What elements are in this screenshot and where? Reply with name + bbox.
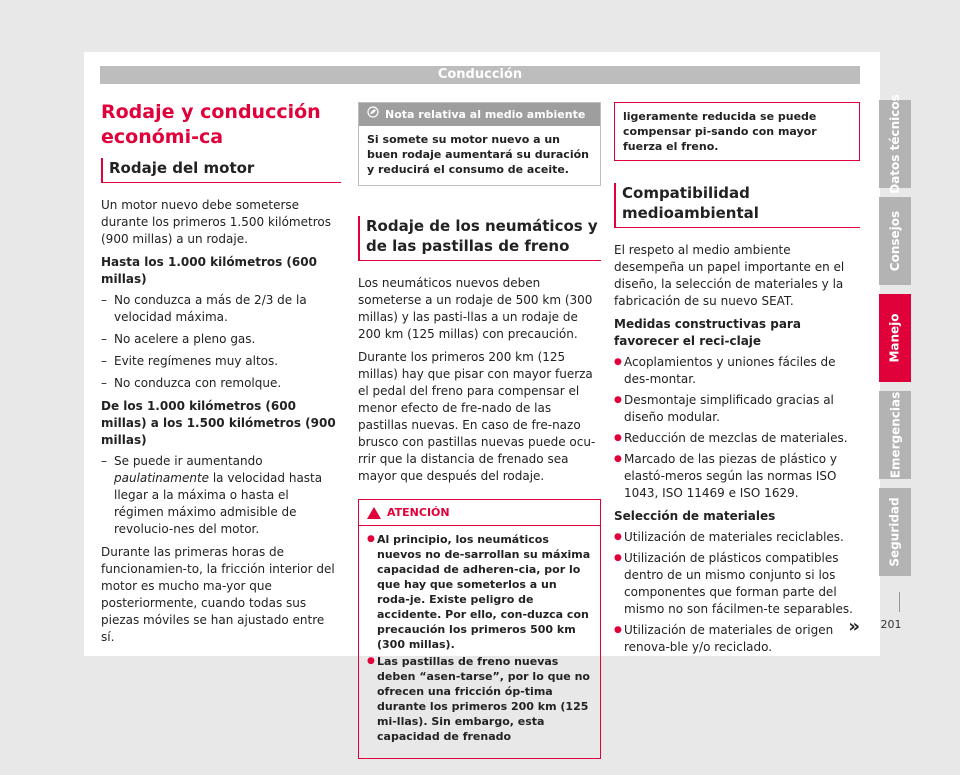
tab-consejos[interactable]: Consejos <box>879 197 911 285</box>
column-2 <box>358 102 601 775</box>
list-item: – No conduzca a más de 2/3 de la velocidad máxima. <box>101 292 341 326</box>
heading-1000-to-1500: De los 1.000 kilómetros (600 millas) a los 1.500 kilómetros (900 millas) <box>101 399 336 447</box>
heading-up-to-1000: Hasta los 1.000 kilómetros (600 millas) <box>101 255 317 286</box>
environment-note-title: Nota relativa al medio ambiente <box>385 108 586 121</box>
closing-paragraph: Durante las primeras horas de funcionamien-to, la fricción interior del motor es mucho ma-yor que posteriormente, cuando todas sus piezas móviles se han ajustado entre sí. <box>101 545 335 644</box>
environment-intro: El respeto al medio ambiente desempeña un papel importante en el diseño, la selección de materiales y la fabricación de su nuevo SEAT. <box>614 243 845 308</box>
warning-triangle-icon <box>367 507 381 519</box>
column-1 <box>101 100 341 652</box>
heading-recycling-measures: Medidas constructivas para favorecer el reci-claje <box>614 317 801 348</box>
environment-note-box <box>358 102 601 186</box>
tyres-paragraph-1: Los neumáticos nuevos deben someterse a un rodaje de 500 km (300 millas) y las pasti-llas a un rodaje de 200 km (125 millas) con precaución. <box>358 276 593 341</box>
leaf-icon <box>367 106 379 123</box>
section-subtitle-environment: Compatibilidad medioambiental <box>614 183 860 228</box>
list-item: ● Desmontaje simplificado gracias al diseño modular. <box>614 392 860 426</box>
page-number-divider <box>899 592 900 612</box>
environment-note-body: Si somete su motor nuevo a un buen rodaje aumentará su duración y reducirá el consumo de aceite. <box>367 133 589 176</box>
list-recycling-measures <box>614 354 860 502</box>
warning-box <box>358 499 601 759</box>
heading-material-selection: Selección de materiales <box>614 509 776 523</box>
section-subtitle-tyres: Rodaje de los neumáticos y de las pastillas de freno <box>358 216 601 261</box>
continue-arrow-icon: ● » <box>848 616 860 637</box>
list-item: ● Acoplamientos y uniones fáciles de des-montar. <box>614 354 860 388</box>
list-1000-to-1500 <box>101 453 341 538</box>
warning-title: ATENCIÓN <box>387 506 450 519</box>
list-up-to-1000 <box>101 292 341 392</box>
tyres-paragraph-2: Durante los primeros 200 km (125 millas) hay que pisar con mayor fuerza el pedal del freno para compensar el menor efecto de fre-nado de las pastillas nuevas. En caso de fre-nazo brusco con pastillas nuevas puede ocu-rrir que la distancia de frenado sea mayor que después del rodaje. <box>358 350 596 483</box>
tab-seguridad[interactable]: Seguridad <box>879 488 911 576</box>
warning-continuation-box: ligeramente reducida se puede compensar pi-sando con mayor fuerza el freno. <box>614 102 860 161</box>
list-item: – Se puede ir aumentando paulatinamente la velocidad hasta llegar a la máxima o hasta el régimen máximo admisible de revolucio-nes del motor. <box>101 453 341 538</box>
page-title: Rodaje y conducción económi-ca <box>101 101 321 148</box>
section-subtitle-engine: Rodaje del motor <box>101 158 341 183</box>
tab-emergencias[interactable]: Emergencias <box>879 391 911 479</box>
emphasis-text: paulatinamente <box>114 471 210 485</box>
warning-item: ● Al principio, los neumáticos nuevos no de-sarrollan su máxima capacidad de adheren-cia, por lo que hay que someterlos a un roda-je. Existe peligro de accidente. Por ello, con-duzca con precaución los primeros 500 km (300 millas). <box>367 532 592 652</box>
warning-body <box>359 526 600 758</box>
list-item: ● » Utilización de materiales de origen renova-ble y/o reciclado. <box>614 622 860 656</box>
page-number: 201 <box>880 618 902 631</box>
environment-note-header <box>359 103 600 126</box>
intro-paragraph: Un motor nuevo debe someterse durante los primeros 1.500 kilómetros (900 millas) a un rodaje. <box>101 198 331 246</box>
list-item: ● Utilización de materiales reciclables. <box>614 529 860 546</box>
list-item: – No conduzca con remolque. <box>101 375 341 392</box>
list-material-selection <box>614 529 860 656</box>
section-header: Conducción <box>100 66 860 84</box>
list-item: ● Marcado de las piezas de plástico y elastó-meros según las normas ISO 1043, ISO 11469 e ISO 1629. <box>614 451 860 502</box>
warning-item: ● Las pastillas de freno nuevas deben “asen-tarse”, por lo que no ofrecen una fricción óp-tima durante los primeros 200 km (125 mi-llas). Sin embargo, esta capacidad de frenado <box>367 654 592 744</box>
warning-header <box>359 500 600 526</box>
list-item: ● Utilización de plásticos compatibles dentro de un mismo conjunto si los componentes que forman parte del mismo no son fácilmen-te separables. <box>614 550 860 618</box>
column-3 <box>614 102 860 662</box>
list-item: – No acelere a pleno gas. <box>101 331 341 348</box>
tab-manejo[interactable]: Manejo <box>879 294 911 382</box>
tab-datos-tecnicos[interactable]: Datos técnicos <box>879 100 911 188</box>
list-item: – Evite regímenes muy altos. <box>101 353 341 370</box>
list-item: ● Reducción de mezclas de materiales. <box>614 430 860 447</box>
